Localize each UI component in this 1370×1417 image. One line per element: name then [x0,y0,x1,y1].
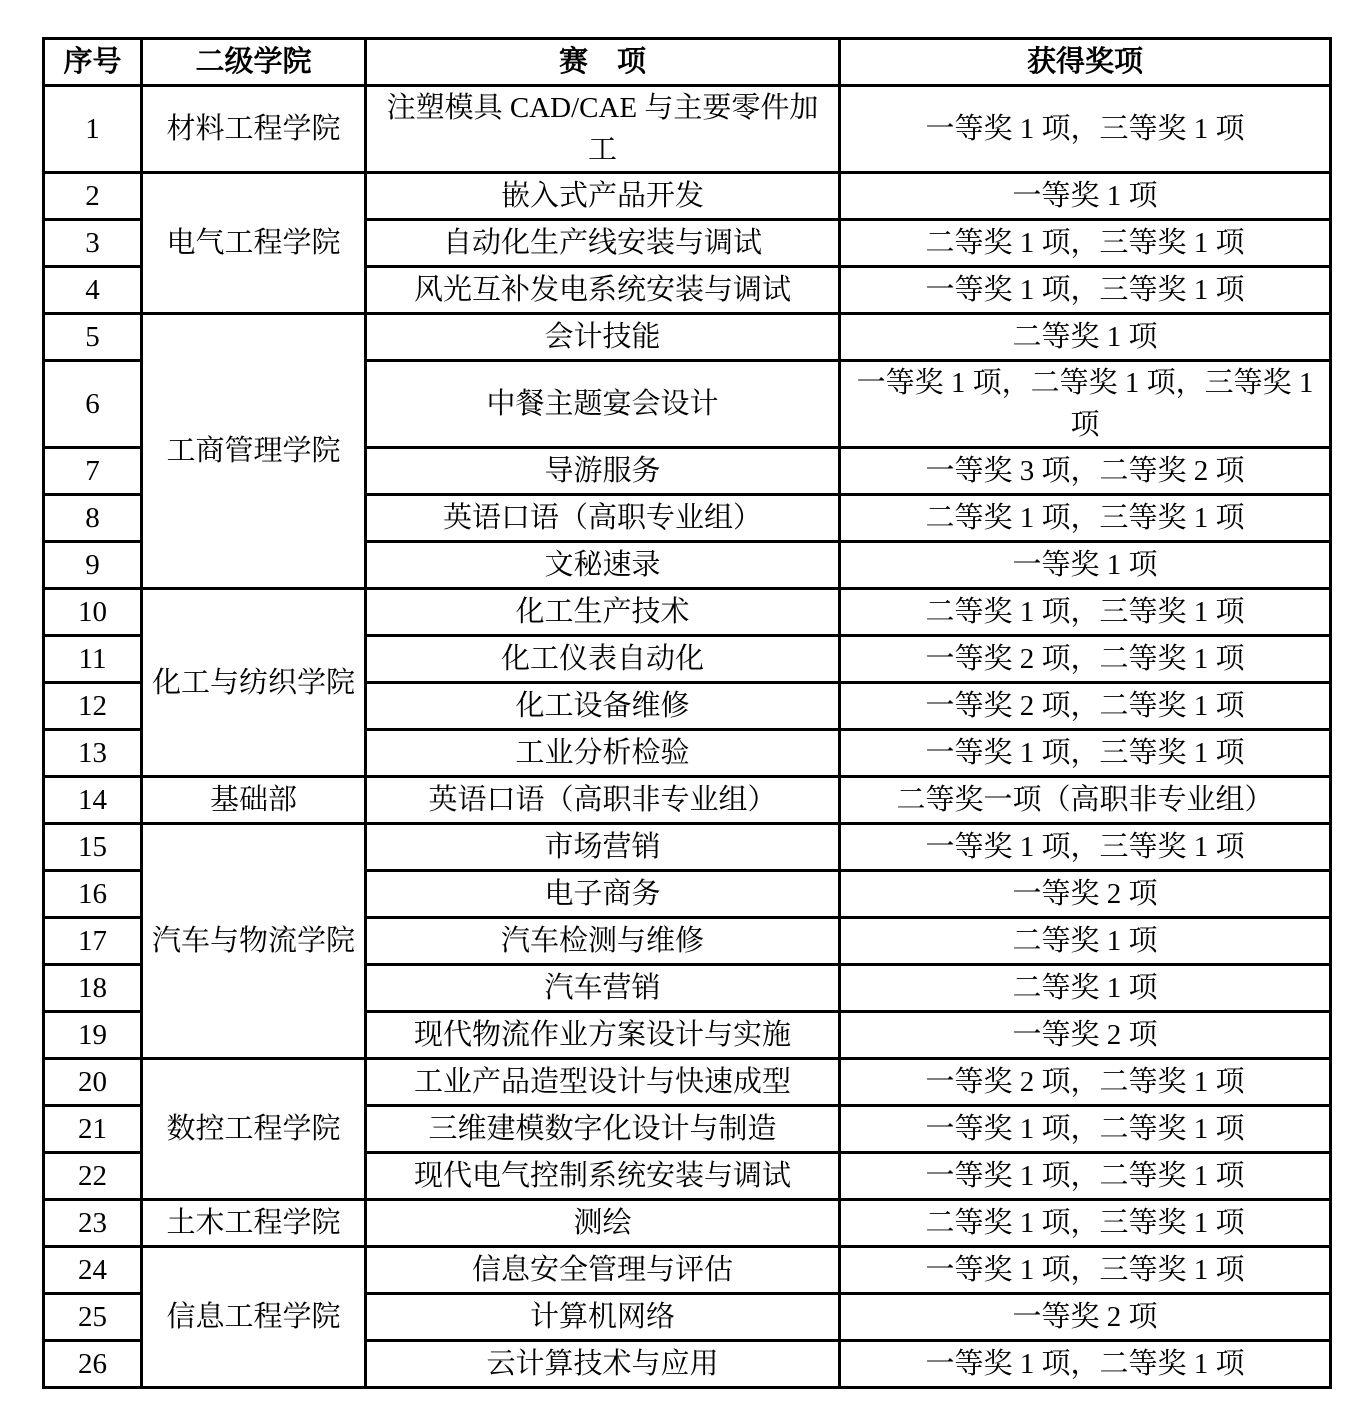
serial-cell: 8 [44,495,142,542]
award-cell: 一等奖 1 项，二等奖 1 项，三等奖 1 项 [840,361,1331,448]
award-cell: 一等奖 1 项，三等奖 1 项 [840,86,1331,173]
award-cell: 二等奖 1 项，三等奖 1 项 [840,1200,1331,1247]
event-cell: 市场营销 [366,824,840,871]
serial-cell: 18 [44,965,142,1012]
event-cell: 化工生产技术 [366,589,840,636]
event-cell: 现代电气控制系统安装与调试 [366,1153,840,1200]
event-cell: 中餐主题宴会设计 [366,361,840,448]
event-cell: 计算机网络 [366,1294,840,1341]
serial-cell: 13 [44,730,142,777]
table-row [44,1200,1331,1247]
table-row [44,589,1331,636]
event-cell: 三维建模数字化设计与制造 [366,1106,840,1153]
serial-cell: 5 [44,314,142,361]
header-row [44,39,1331,86]
event-cell: 嵌入式产品开发 [366,173,840,220]
serial-cell: 3 [44,220,142,267]
award-cell: 一等奖 2 项，二等奖 1 项 [840,1059,1331,1106]
award-cell: 一等奖 1 项，二等奖 1 项 [840,1153,1331,1200]
header-award: 获得奖项 [840,39,1331,86]
serial-cell: 10 [44,589,142,636]
serial-cell: 23 [44,1200,142,1247]
event-cell: 会计技能 [366,314,840,361]
header-event: 赛 项 [366,39,840,86]
serial-cell: 1 [44,86,142,173]
award-cell: 一等奖 1 项，三等奖 1 项 [840,1247,1331,1294]
event-cell: 云计算技术与应用 [366,1341,840,1388]
award-cell: 一等奖 1 项，三等奖 1 项 [840,824,1331,871]
college-cell: 土木工程学院 [142,1200,366,1247]
event-cell: 导游服务 [366,448,840,495]
serial-cell: 7 [44,448,142,495]
serial-cell: 21 [44,1106,142,1153]
event-cell: 化工设备维修 [366,683,840,730]
college-cell: 基础部 [142,777,366,824]
event-cell: 工业分析检验 [366,730,840,777]
award-cell: 一等奖 1 项，三等奖 1 项 [840,730,1331,777]
awards-table [42,37,1332,1389]
event-cell: 汽车营销 [366,965,840,1012]
serial-cell: 14 [44,777,142,824]
serial-cell: 19 [44,1012,142,1059]
table-row [44,824,1331,871]
serial-cell: 11 [44,636,142,683]
event-cell: 注塑模具 CAD/CAE 与主要零件加工 [366,86,840,173]
award-cell: 一等奖 2 项 [840,1294,1331,1341]
serial-cell: 22 [44,1153,142,1200]
college-cell: 数控工程学院 [142,1059,366,1200]
serial-cell: 20 [44,1059,142,1106]
award-cell: 二等奖 1 项，三等奖 1 项 [840,495,1331,542]
award-cell: 二等奖一项（高职非专业组） [840,777,1331,824]
event-cell: 化工仪表自动化 [366,636,840,683]
table-row [44,777,1331,824]
college-cell: 信息工程学院 [142,1247,366,1388]
serial-cell: 16 [44,871,142,918]
award-cell: 二等奖 1 项，三等奖 1 项 [840,220,1331,267]
award-cell: 一等奖 1 项，三等奖 1 项 [840,267,1331,314]
award-cell: 一等奖 2 项 [840,1012,1331,1059]
college-cell: 化工与纺织学院 [142,589,366,777]
award-cell: 一等奖 1 项 [840,173,1331,220]
award-cell: 一等奖 2 项，二等奖 1 项 [840,683,1331,730]
table-row [44,86,1331,173]
event-cell: 电子商务 [366,871,840,918]
table-row [44,173,1331,220]
table-row [44,314,1331,361]
award-cell: 一等奖 1 项，二等奖 1 项 [840,1341,1331,1388]
header-serial: 序号 [44,39,142,86]
serial-cell: 4 [44,267,142,314]
serial-cell: 17 [44,918,142,965]
serial-cell: 9 [44,542,142,589]
header-college: 二级学院 [142,39,366,86]
event-cell: 信息安全管理与评估 [366,1247,840,1294]
serial-cell: 2 [44,173,142,220]
serial-cell: 6 [44,361,142,448]
event-cell: 汽车检测与维修 [366,918,840,965]
serial-cell: 15 [44,824,142,871]
serial-cell: 12 [44,683,142,730]
serial-cell: 25 [44,1294,142,1341]
serial-cell: 24 [44,1247,142,1294]
award-cell: 二等奖 1 项 [840,918,1331,965]
award-cell: 一等奖 2 项，二等奖 1 项 [840,636,1331,683]
award-cell: 二等奖 1 项 [840,314,1331,361]
award-cell: 二等奖 1 项，三等奖 1 项 [840,589,1331,636]
college-cell: 工商管理学院 [142,314,366,589]
award-cell: 一等奖 1 项，二等奖 1 项 [840,1106,1331,1153]
event-cell: 文秘速录 [366,542,840,589]
event-cell: 风光互补发电系统安装与调试 [366,267,840,314]
college-cell: 材料工程学院 [142,86,366,173]
table-row [44,1247,1331,1294]
award-cell: 一等奖 3 项，二等奖 2 项 [840,448,1331,495]
event-cell: 英语口语（高职专业组） [366,495,840,542]
event-cell: 自动化生产线安装与调试 [366,220,840,267]
award-cell: 一等奖 2 项 [840,871,1331,918]
award-cell: 一等奖 1 项 [840,542,1331,589]
event-cell: 现代物流作业方案设计与实施 [366,1012,840,1059]
table-body [44,86,1331,1388]
event-cell: 英语口语（高职非专业组） [366,777,840,824]
table-row [44,1059,1331,1106]
award-cell: 二等奖 1 项 [840,965,1331,1012]
event-cell: 工业产品造型设计与快速成型 [366,1059,840,1106]
event-cell: 测绘 [366,1200,840,1247]
college-cell: 电气工程学院 [142,173,366,314]
serial-cell: 26 [44,1341,142,1388]
college-cell: 汽车与物流学院 [142,824,366,1059]
